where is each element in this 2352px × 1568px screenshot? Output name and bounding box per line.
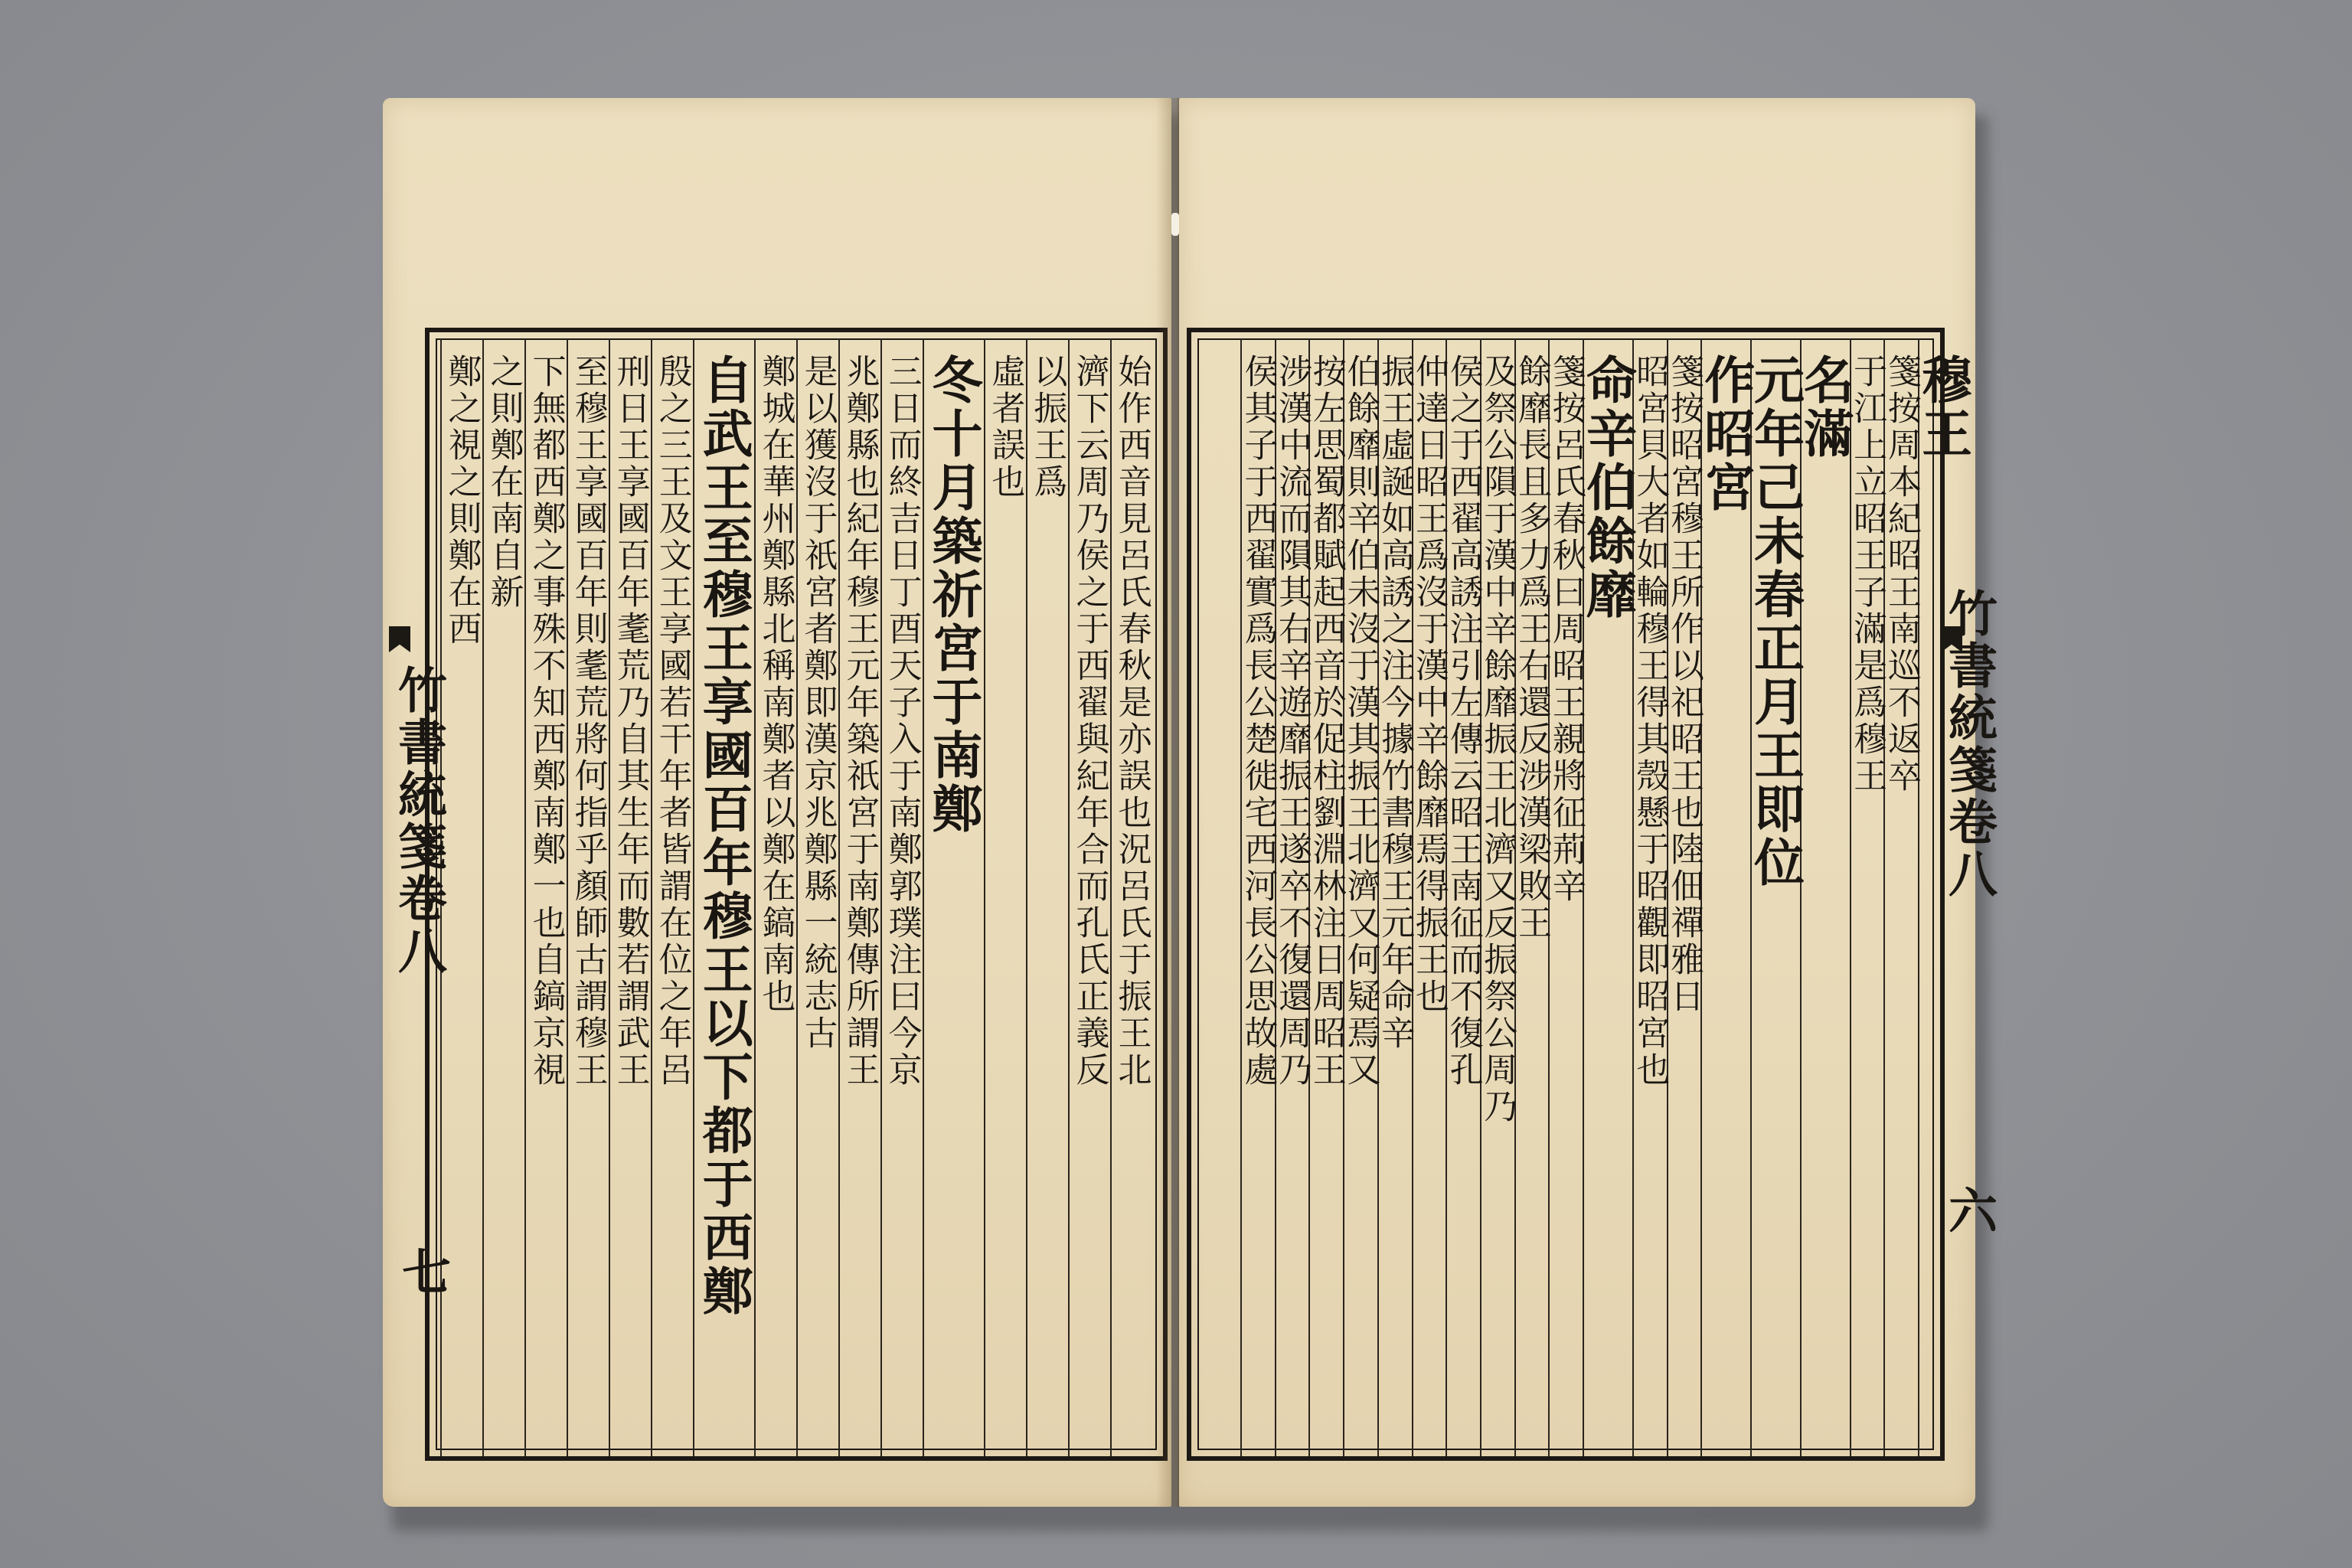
column-rule <box>524 338 526 1456</box>
binding-stitch <box>1171 213 1179 236</box>
column-rule <box>651 338 652 1456</box>
main-text-column: 作昭宮 <box>1695 354 1756 514</box>
commentary-column: 侯之于西翟高誘注引左傳云昭王南征而不復孔 <box>1443 354 1483 1089</box>
commentary-column: 于江上立昭王子滿是爲穆王 <box>1847 354 1887 795</box>
right-page <box>1179 98 1998 1507</box>
column-rule <box>880 338 882 1456</box>
main-text-column: 命辛伯餘靡 <box>1577 354 1638 622</box>
column-rule <box>838 338 840 1456</box>
commentary-column: 以振王爲 <box>1027 354 1067 501</box>
commentary-column: 鄭之視之則鄭在西 <box>442 354 482 648</box>
main-text-column: 自武王至穆王享國百年穆王以下都于西鄭 <box>694 354 754 1318</box>
right-folio-number: 六 <box>1940 1185 1998 1234</box>
commentary-column: 始作西音見呂氏春秋是亦誤也況呂氏于振王北 <box>1112 354 1152 1089</box>
commentary-column: 餘靡長且多力爲王右還反涉漢梁敗王 <box>1512 354 1551 942</box>
column-rule <box>567 338 568 1456</box>
column-rule <box>984 338 985 1456</box>
commentary-column: 振王虛誕如高誘之注今據竹書穆王元年命辛 <box>1375 354 1415 1052</box>
commentary-column: 侯其子于西翟實爲長公楚徙宅西河長公思故處 <box>1238 354 1278 1089</box>
commentary-column: 箋按周本紀昭王南巡不返卒 <box>1881 354 1921 795</box>
commentary-column: 下無都西鄭之事殊不知西鄭南鄭一也自鎬京視 <box>526 354 566 1089</box>
commentary-column: 三日而終吉日丁酉天子入于南鄭郭璞注曰今京 <box>882 354 922 1089</box>
commentary-column: 箋按呂氏春秋曰周昭王親將征荊辛 <box>1546 354 1586 905</box>
column-rule <box>609 338 610 1456</box>
commentary-column: 仲達日昭王爲沒于漢中辛餘靡焉得振王也 <box>1409 354 1449 1015</box>
commentary-column: 濟下云周乃侯之于西翟與紀年合而孔氏正義反 <box>1070 354 1109 1089</box>
commentary-column: 刑日王享國百年耄荒乃自其生年而數若謂武王 <box>610 354 650 1089</box>
fishtail-mark <box>389 626 410 652</box>
commentary-column: 虛者誤也 <box>985 354 1025 501</box>
left-margin-title: 竹書統箋卷八 <box>390 665 447 977</box>
main-text-column: 穆王 <box>1913 354 1973 461</box>
commentary-column: 昭宮貝大者如輪穆王得其殼懸于昭觀即昭宮也 <box>1630 354 1670 1089</box>
commentary-column: 鄭城在華州鄭縣北稱南鄭者以鄭在鎬南也 <box>756 354 795 1015</box>
column-rule <box>1026 338 1027 1456</box>
commentary-column: 涉漢中流而隕其右辛遊靡振王遂卒不復還周乃 <box>1272 354 1312 1089</box>
main-text-column: 名滿 <box>1795 354 1855 461</box>
right-margin-title: 竹書統箋卷八 <box>1940 588 1998 900</box>
commentary-column: 及祭公隕于漢中辛餘靡振王北濟又反振祭公周乃 <box>1478 354 1517 1125</box>
main-text-column: 冬十月築祈宮于南鄭 <box>923 354 983 836</box>
column-rule <box>796 338 798 1456</box>
column-rule <box>482 338 484 1456</box>
commentary-column: 箋按昭宮穆王所作以祀昭王也陸佃禪雅日 <box>1664 354 1704 1015</box>
commentary-column: 殷之三王及文王享國若干年者皆謂在位之年呂 <box>652 354 692 1089</box>
commentary-column: 之則鄭在南自新 <box>484 354 524 611</box>
left-page <box>383 98 1171 1507</box>
commentary-column: 至穆王享國百年則耄荒將何指乎顏師古謂穆王 <box>568 354 608 1089</box>
commentary-column: 兆鄭縣也紀年穆王元年築祇宮于南鄭傳所謂王 <box>840 354 880 1089</box>
left-folio-number: 七 <box>394 1246 451 1295</box>
commentary-column: 是以獲沒于祇宮者鄭即漢京兆鄭縣一統志古 <box>798 354 838 1052</box>
commentary-column: 按左思蜀都賦起西音於促柱劉淵林注日周昭王 <box>1306 354 1346 1089</box>
main-text-column: 元年己未春正月王即位 <box>1745 354 1805 890</box>
open-book <box>383 98 1998 1522</box>
commentary-column: 伯餘靡則辛伯未沒于漢其振王北濟又何疑焉又 <box>1341 354 1380 1089</box>
